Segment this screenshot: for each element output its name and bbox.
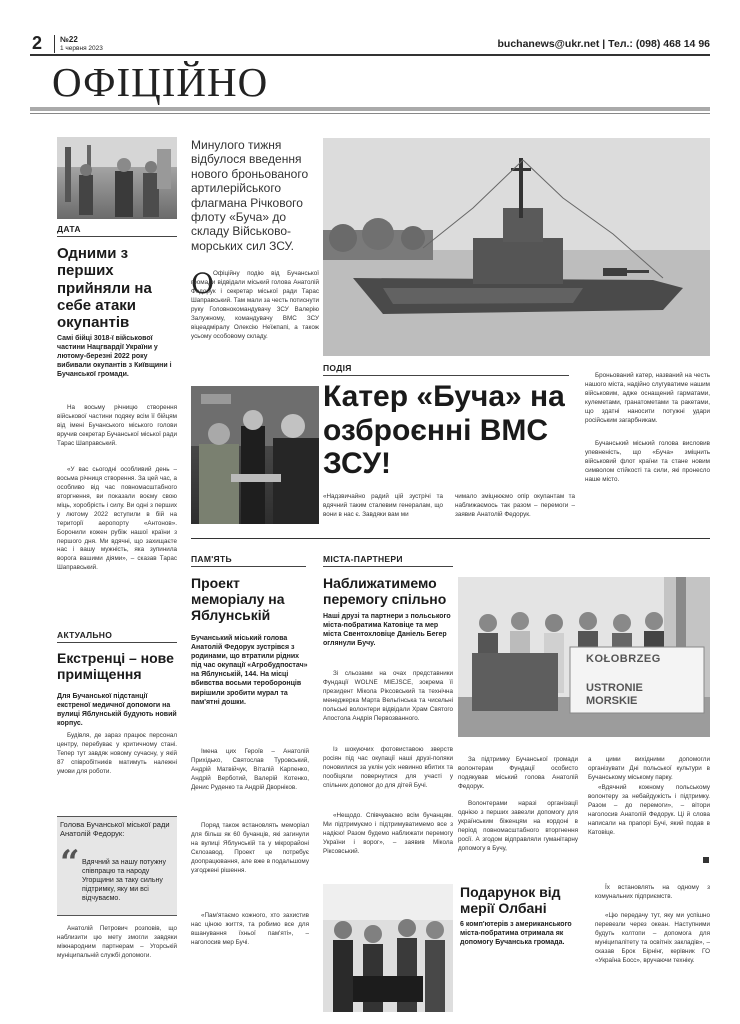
text-partners-c2b: Волонтерами наразі організації однією з перших завезли допомогу для українським біженцям на кордоні в період повномасштабного вторгнення росії. А згодом відправляли гуманітарну допомогу в Бучу, [458,800,578,852]
text-pamyat-1: Імена цих Героїв – Анатолій Прихідько, Святослав Туровський, Андрій Матвійчук, Віталій Карпенко, Андрій Верботий, Валерій Котенко, Денис Руденко та Андрій Дворніков. [191,748,309,791]
section-label-data: ДАТА [57,224,177,237]
end-mark-icon [703,857,709,863]
banner-ustronie: USTRONIE MORSKIE [586,682,643,708]
section-label-event: ПОДІЯ [323,363,569,376]
boat-col-3b: Бучанський міський голова висловив упевненість, що «Буча» зміцнить військовий флот країни та стане новим символом стійкості та сили, які пронесло наше місто. [585,440,710,483]
section-label-partners: МІСТА-ПАРТНЕРИ [323,554,453,567]
lead-pamyat: Бучанський міський голова Анатолій Федорук зустрівся з родинами, що втратили рідних під час окупації «Агробудпостач» на Яблунській, 144. На місці вбивства восьми тероборонців вирішили зробити мурал та пам'ятні дошки. [191,635,308,706]
banner-kolobrzeg: KOŁOBRZEG [586,653,661,665]
text-partners-1: Зі сльозами на очах представники Фундації WOLNE MIEJSCE, зокрема її президент Мікола Ріксовський та технічна менеджерка Марта Вельгінська та чисельні польські волонтери відвідали Храм Святого Апостола Андрія Первозванного. [323,670,453,722]
headline-pamyat: Проект меморіалу на Яблунській [191,575,285,624]
boat-col-3a: Броньований катер, названий на честь нашого міста, надійно слугуватиме нашим військовим, адже оснащений гарматами, кулеметами, гранатометами та ракетами, що здатні наносити потужні удари російським загарбникам. [585,372,710,424]
text-gift-1: Їх встановлять на одному з комунальних підприємств. [595,884,710,900]
quote-author: Голова Бучанської міської ради Анатолій Федорук: [60,820,170,839]
header-rule [30,54,710,56]
boat-col-2: чимало зміцнюємо опір окупантам та наближаємось так разом – перемоги – заявив Анатолій Федорук. [455,493,575,518]
boat-body: Офіційну подію від Бучанської громади відвідали міський голова Анатолій Федорук і секретар міської ради Тарас Шаправський. Там мали за честь потиснути руку Головнокомандувачу ЗСУ Валерію Залужному, командувачу ВМС ЗСУ віцеадміралу Олексію Неїжпапі, а також усьому особовому складу. [191,270,319,340]
rubric-rule-1 [30,107,710,111]
lead-partners: Наші друзі та партнери з польського міста-побратима Катовіце та мер міста Свентохловіце Даніель Бегер оглянули Бучу. [323,613,451,648]
headline-boat: Катер «Буча» на озброєнні ВМС ЗСУ! [323,380,565,481]
text-partners-3: «Нещодо. Співчуваємо всім бучанцям. Ми підтримуємо і підтримуватимемо все з надією! Разом будемо наближати перемогу України і ворог», – заявив Мікола Ріксовський. [323,812,453,855]
quote-text: Вдячний за нашу потужну співпрацю та народу Угорщини за таку сильну підтримку, яку ми всі відчуваємо. [82,859,167,903]
lead-data: Самі бійці 3018-ї військової частини Нацгвардії України у лютому-березні 2022 року вибивали окупантів з Київщини і Бучанської громади. [57,335,172,379]
text-aktualno-1: Будівля, де зараз працює персонал центру, перебуває у критичному стані. Тепер тут завдяк новому сучасну, у якій 87 співробітників матимуть належні умови для роботи. [57,732,177,775]
section-label-aktualno: АКТУАЛЬНО [57,630,177,643]
boat-intro: Минулого тижня відбулося введення нового броньованого артилерійського флагмана Річкового флоту «Буча» до складу Військово-морських сил ЗСУ. [191,138,309,253]
text-partners-2: Із шокуючих фотовиставою зверств росіян під час окупації наші друзі-поляки поновилися за уклін усіх невинно вбитих та пообіцяли повернутися для участі у спільних допомог до для дітей Бучі. [323,746,453,789]
text-partners-c3b: «Вдячний кожному польському волонтеру за небайдужість і підтримку. Разом – до перемоги», – вітори наголосив Анатолій Федорук. Ці й слова написали на прапорі Бучі, який подав в Катовіце. [588,784,710,836]
lead-gift: 6 комп'ютерів з американського міста-побратима отримала як допомогу Бучанська громада. [460,921,572,947]
headline-data: Одними з перших прийняли на себе атаки окупантів [57,245,152,331]
text-partners-c3a: а цими вихідними допомогли організувати Дні польської культури в Бучанському міському парку. [588,756,710,781]
header-divider-vertical [54,35,55,53]
text-data-2: «У вас сьогодні особливий день – восьма річниця створення. За цей час, а особливо від час повномасштабного вторгнення, ви показали воєму свою міць, хоробрість і силу. Ви одні з перших у лютому 2022 вступили в бій на території аеропорту «Антонов». Боронили кожен рубіж нашої країни з першого дня. Ми вдячні, що захищаєте нас і вашу мужність, яка зупинила ворога вашими діями», – сказав Тарас Шаправський. [57,466,177,572]
page-number: 2 [32,33,43,53]
issue-number: №22 [60,35,78,44]
quote-mark-icon: “ [60,843,80,883]
rubric-title: ОФІЦІЙНО [52,59,269,105]
gift-photo [323,884,453,1012]
issue-date: 1 червня 2023 [60,45,103,52]
section-divider [191,538,710,539]
boat-col-1: «Надзвичайно радий цій зустрічі та вдячний таким сталевим генералам, що вони в нас є. Завдяки вам ми [323,493,443,518]
headline-partners: Наближатимемо перемогу спільно [323,575,447,608]
text-aktualno-2: Анатолій Петрович розповів, що наблизити цю мету змогли завдяки міжнародним партнерам – Угорській муніципальній службі допомоги. [57,925,177,959]
headline-gift: Подарунок від мерії Олбані [460,884,561,917]
boat-photo [323,138,710,356]
text-gift-2: «Цю передачу тут, яку ми успішно перевезли через океан. Наступними будуть колтопи – допомога для муніципалітету та освітніх закладів», – сказав Брок Бірнінг, керівник ГО «Україна Босс», вручаючи техніку. [595,912,710,964]
rubric-rule-2 [30,113,710,114]
handshake-photo [191,386,319,524]
contacts: buchanews@ukr.net | Тел.: (098) 468 14 96 [497,38,710,50]
lead-aktualno: Для Бучанської підстанції екстреної медичної допомоги на вулиці Яблунській будують новий корпус. [57,693,177,728]
text-pamyat-3: «Пам'ятаємо кожного, хто захистив нас ціною життя, та робимо все для вшанування їхньої пам'яті», – наголосив мер Бучі. [191,912,309,946]
soldiers-ceremony-photo [57,137,177,219]
partners-group-photo [458,577,710,737]
drop-cap: О [191,267,214,300]
text-data-1: На восьму річницю створення військової частини подяку всім її бійцям від імені Бучанського міського голови вручив секретар Бучанської міської ради Тарас Шаправський. [57,404,177,447]
text-pamyat-2: Поряд також встановлять меморіал для більш як 60 бучанців, які загинули на вулиці Яблунській та у мікрорайоні Склозавод. Проект це потребує доопрацювання, але вже в подальшому узгоджені рішення. [191,822,309,874]
headline-aktualno: Екстренці – нове приміщення [57,650,174,683]
text-partners-c2a: За підтримку Бучанської громади волонтерам Фундації особисто подякував міський голова Анатолій Федорук. [458,756,578,790]
section-label-pamyat: ПАМ'ЯТЬ [191,554,306,567]
